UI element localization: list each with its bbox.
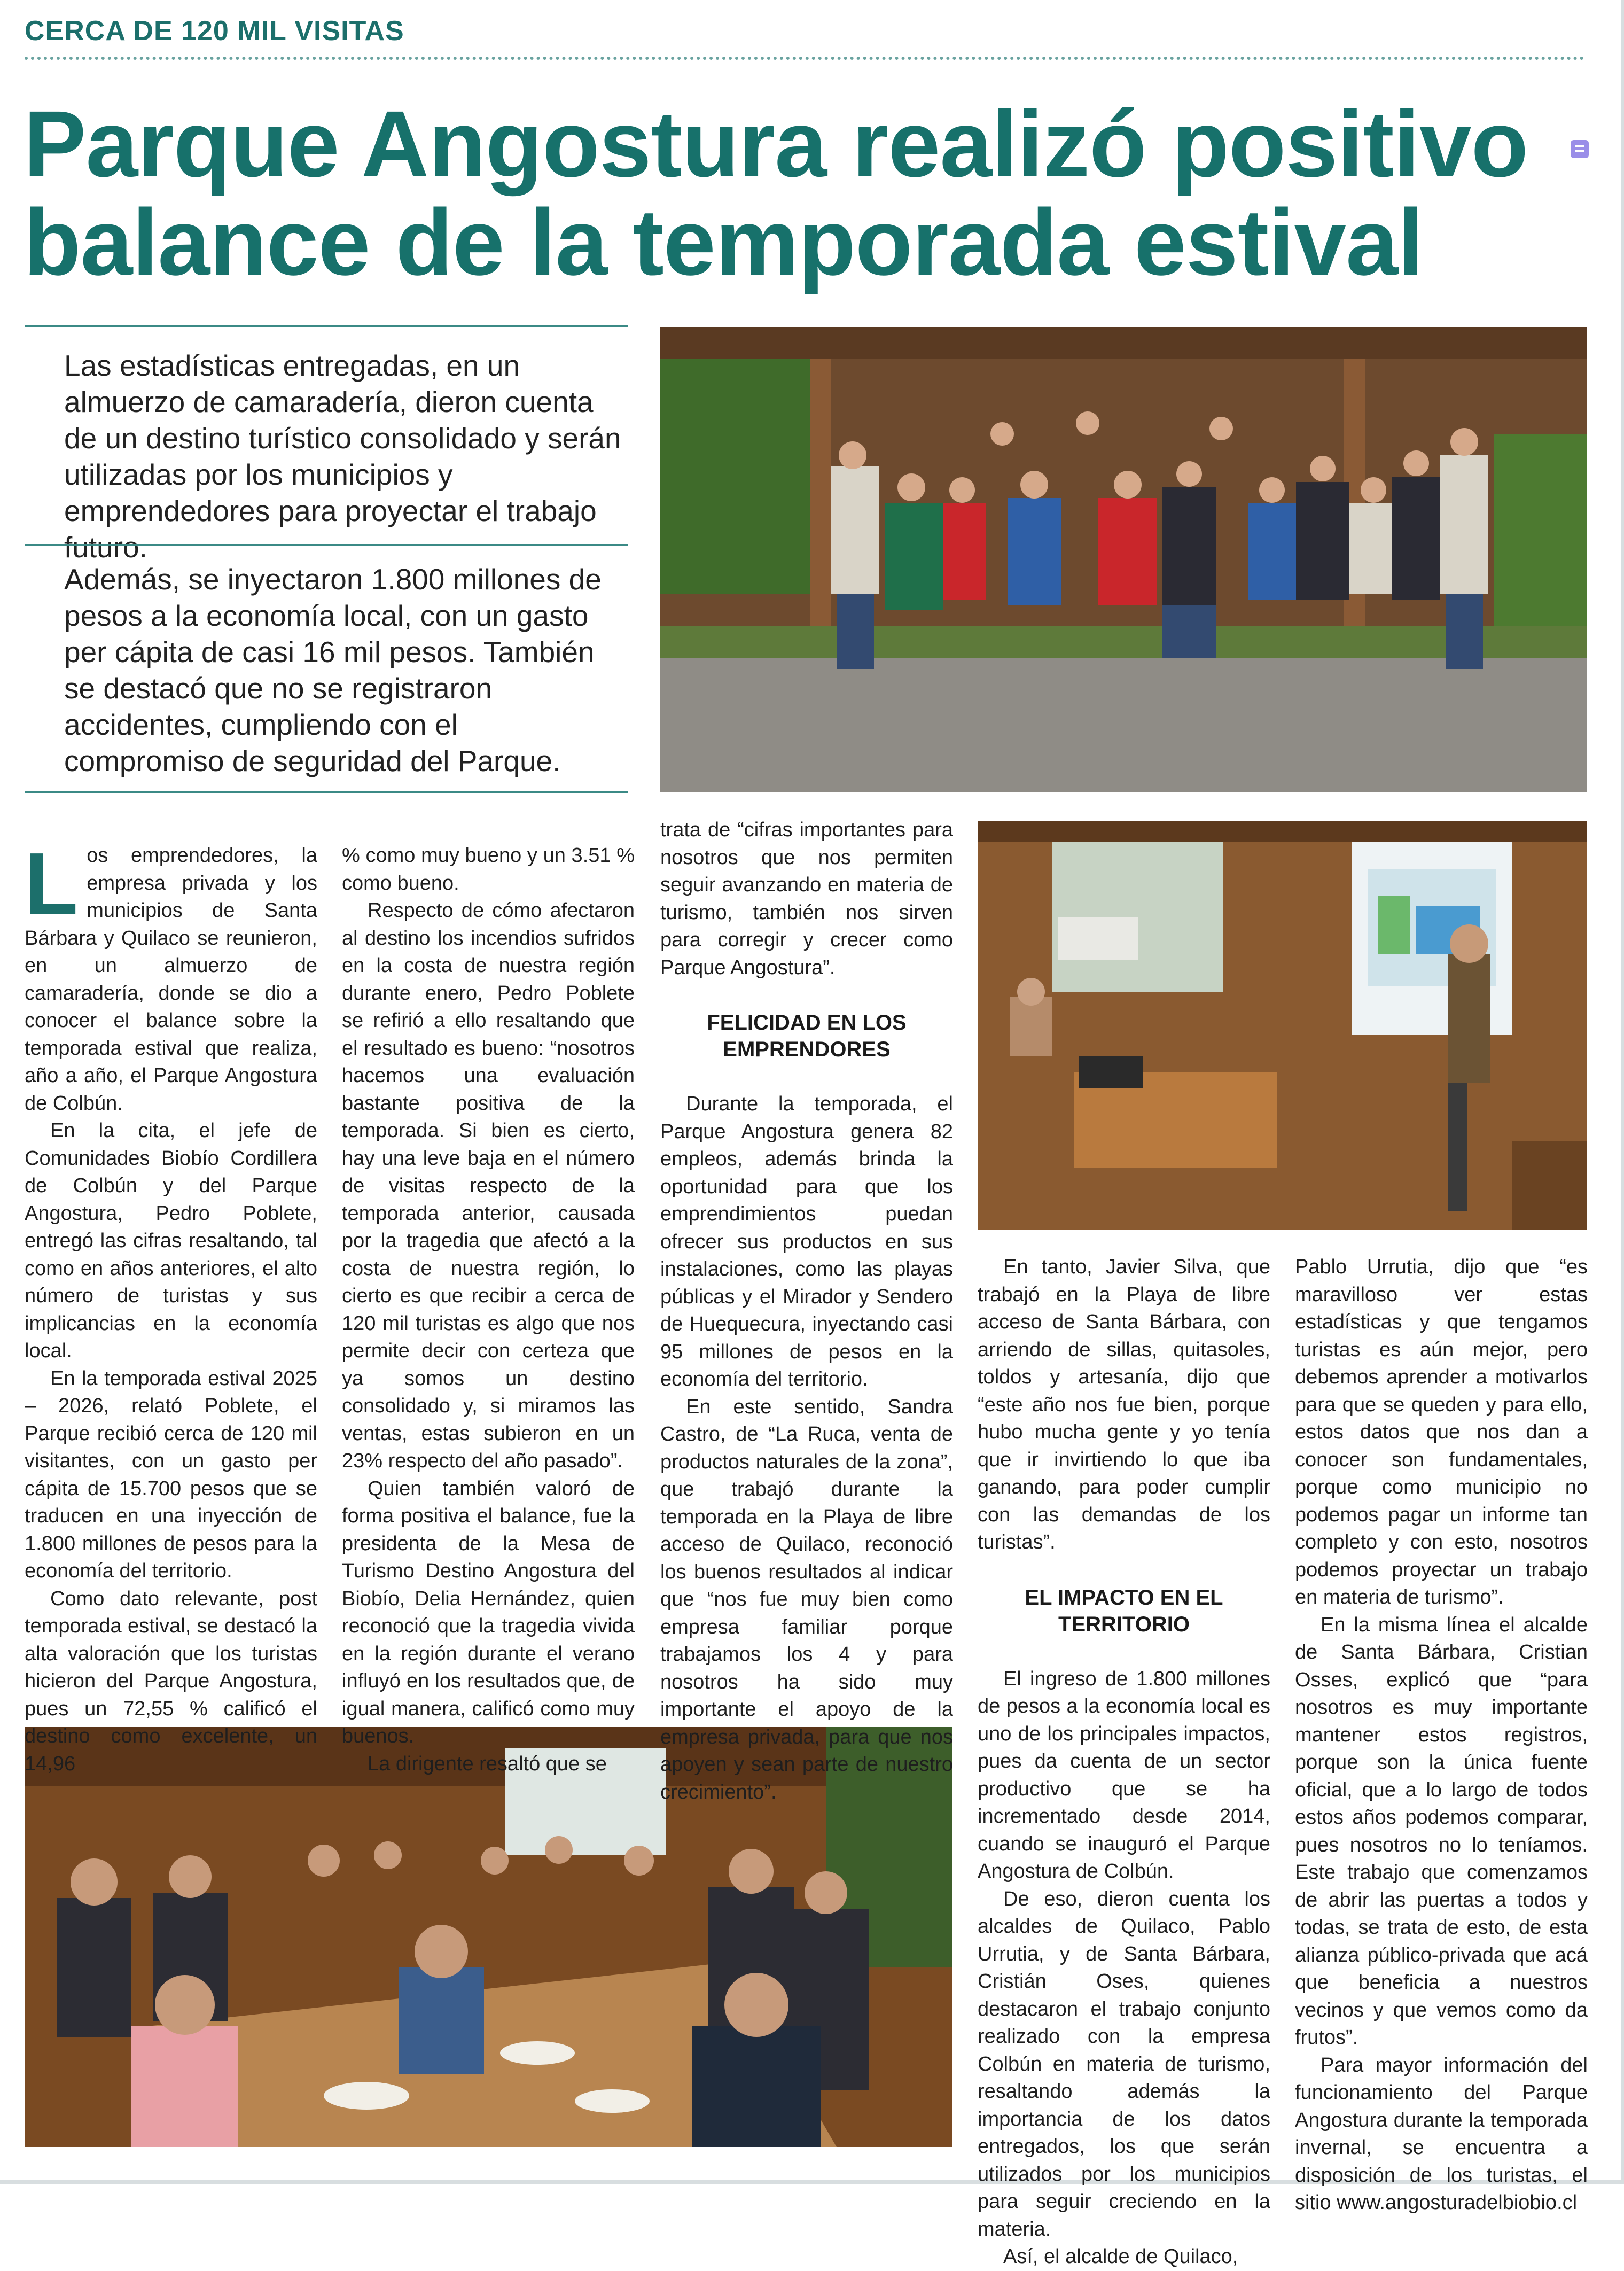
- body-paragraph: En la cita, el jefe de Comunidades Biobío Cordillera de Colbún y del Parque Angostura, Pedro Poblete, entregó las cifras resaltando, tal como en años anteriores, el alto número de turistas y sus implicancias en la economía local.: [25, 1119, 317, 1362]
- lead-rule-bottom: [25, 791, 628, 793]
- group-photo-icon: [660, 327, 1587, 792]
- body-paragraph: En tanto, Javier Silva, que trabajó en la Playa de libre acceso de Santa Bárbara, con arriendo de sillas, quitasoles, toldos y artesanía, dijo que “este año nos fue bien, porque hubo mucha gente y yo tenía que ir invirtiendo lo que iba ganando, para poder cumplir con las demandas de los turistas”.: [978, 1256, 1270, 1553]
- body-paragraph: En este sentido, Sandra Castro, de “La Ruca, venta de productos naturales de la zona”, que trabajó durante la temporada en la Playa de libre acceso de Quilaco, reconoció los buenos resultados al indicar que “nos fue muy bien como empresa familiar porque trabajamos los 4 y para nosotros ha sido muy importante el apoyo de la empresa privada, para que nos apoyen y sean parte de nuestro crecimiento”.: [660, 1395, 953, 1803]
- body-paragraph: De eso, dieron cuenta los alcaldes de Quilaco, Pablo Urrutia, y de Santa Bárbara, Cristián Oses, quienes destacaron el trabajo conjunto realizado con la empresa Colbún en materia de turismo, resaltando además la importancia de los datos entregados, los que serán utilizados por los municipios para seguir creciendo en la materia.: [978, 1887, 1270, 2241]
- section-subhead: EL IMPACTO EN EL TERRITORIO: [1025, 1585, 1223, 1636]
- body-paragraph: Los emprendedores, la empresa privada y los municipios de Santa Bárbara y Quilaco se reunieron, en un almuerzo de camaradería, donde se dio a conocer el balance sobre la temporada estival que realiza, año a año, el Parque Angostura de Colbún.: [25, 835, 317, 1115]
- page-border-right: [1621, 0, 1624, 2184]
- body-paragraph: La dirigente resaltó que se: [368, 1752, 607, 1775]
- lead-paragraph-1: Las estadísticas entregadas, en un almuerzo de camaradería, dieron cuenta de un destino turístico consolidado y serán utilizadas por los municipios y emprendedores para proyectar el trabajo futuro.: [64, 349, 621, 564]
- presentation-photo-icon: [978, 821, 1587, 1230]
- body-paragraph: Respecto de cómo afectaron al destino los incendios sufridos en la costa de nuestra región durante enero, Pedro Poblete se refirió a ello resaltando que el resultado es bueno: “nosotros hacemos una evaluación bastante positiva de la temporada. Si bien es cierto, hay una leve baja en el número de visitas respecto de la temporada anterior, causada por la tragedia que afectó a la costa de nuestra región, lo cierto es que recibir a cerca de 120 mil turistas es algo que nos permite decir con certeza que ya somos un destino consolidado y, si miramos las ventas, estas subieron en un 23% respecto del año pasado”.: [342, 899, 635, 1472]
- body-paragraph: Quien también valoró de forma positiva el balance, fue la presidenta de la Mesa de Turismo Destino Angostura del Biobío, Delia Hernández, quien reconoció que la tragedia vivida en la región durante el verano influyó en los resultados que, de igual manera, calificó como muy buenos.: [342, 1477, 635, 1747]
- body-paragraph: El ingreso de 1.800 millones de pesos a la economía local es uno de los principales impactos, pues da cuenta de un sector productivo que se ha incrementado desde 2014, cuando se inauguró el Parque Angostura de Colbún.: [978, 1667, 1270, 1883]
- article-column-2: [342, 842, 635, 1778]
- body-paragraph: % como muy bueno y un 3.51 % como bueno.: [342, 844, 635, 895]
- body-paragraph: Así, el alcalde de Quilaco,: [1003, 2245, 1238, 2268]
- lead-rule-top: [25, 325, 628, 327]
- article-column-3: [660, 816, 953, 1806]
- body-paragraph: En la temporada estival 2025 – 2026, relató Poblete, el Parque recibió cerca de 120 mil visitantes, con un gasto per cápita de 15.700 pesos que se traducen en una inyección de 1.800 millones de pesos para la economía del territorio.: [25, 1367, 317, 1582]
- lead-rule-middle: [25, 544, 628, 546]
- body-paragraph: Pablo Urrutia, dijo que “es maravilloso ver estas estadísticas y que tengamos turistas es aún mejor, pero debemos aprender a motivarlos para que se queden y para ello, estos datos que nos dan a conocer son fundamentales, porque como municipio no podemos pagar un informe tan completo y con esto, nosotros podemos proyectar un trabajo en materia de turismo”.: [1295, 1256, 1588, 1608]
- kicker: CERCA DE 120 MIL VISITAS: [25, 15, 404, 46]
- body-paragraph: Para mayor información del funcionamiento del Parque Angostura durante la temporada invernal, se encuentra a disposición de los turistas, el sitio www.angosturadelbiobio.cl: [1295, 2054, 1588, 2214]
- article-column-5: [1295, 1254, 1588, 2217]
- body-paragraph: trata de “cifras importantes para nosotros que nos permiten seguir avanzando en materia de turismo, también nos sirven para corregir y crecer como Parque Angostura”.: [660, 819, 953, 979]
- section-subhead: FELICIDAD EN LOS EMPRENDORES: [707, 1011, 907, 1061]
- body-paragraph: Durante la temporada, el Parque Angostura genera 82 empleos, además brinda la oportunidad para que los emprendimientos puedan ofrecer sus productos en sus instalaciones, como las playas públicas y el Mirador y Sendero de Huequecura, inyectando casi 95 millones de pesos en la economía del territorio.: [660, 1093, 953, 1390]
- annotation-note-icon[interactable]: [1571, 140, 1589, 158]
- article-column-4: [978, 1254, 1270, 2271]
- body-paragraph: Como dato relevante, post temporada estival, se destacó la alta valoración que los turistas hicieron del Parque Angostura, pues un 72,55 % calificó el destino como excelente, un 14,96: [25, 1587, 317, 1775]
- article-column-1: [25, 835, 317, 1778]
- drop-cap: L: [25, 835, 79, 932]
- headline: Parque Angostura realizó positivo balance de la temporada estival: [24, 92, 1528, 295]
- lead-paragraph-2: Además, se inyectaron 1.800 millones de pesos a la economía local, con un gasto per cápita de casi 16 mil pesos. También se destacó que no se registraron accidentes, cumpliendo con el compromiso de seguridad del Parque.: [64, 563, 602, 777]
- body-paragraph: En la misma línea el alcalde de Santa Bárbara, Cristian Osses, explicó que “para nosotros es muy importante mantener estos registros, porque son la única fuente oficial, que a lo largo de todos estos años podemos comparar, pues nosotros no lo teníamos. Este trabajo que comenzamos de abrir las puertas a todos y todas, se trata de esto, de esta alianza público-privada que acá que beneficia a nuestros vecinos y que vemos como da frutos”.: [1295, 1613, 1588, 2049]
- kicker-dotted-rule: [25, 57, 1584, 60]
